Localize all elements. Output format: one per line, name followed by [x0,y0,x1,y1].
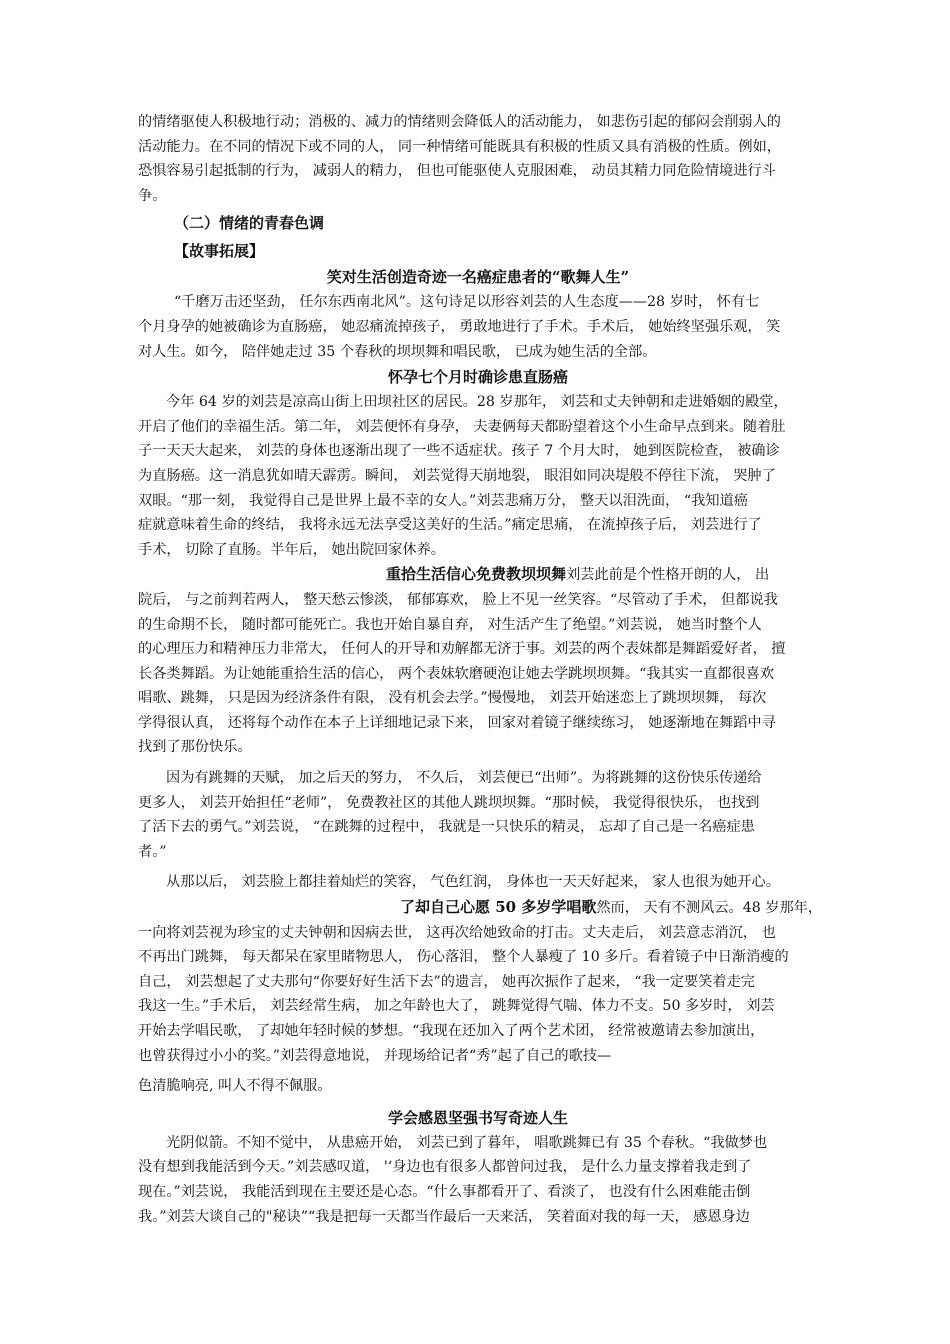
body-line: 手术， 切除了直肠。半年后， 她出院回家休养。 [138,541,445,558]
lead-line: 对人生。如今， 陪伴她走过 35 个春秋的坝坝舞和唱民歌， 已成为她生活的全部。 [138,343,657,360]
intro-line: 活动能力。在不同的情况下或不同的人， 同一种情绪可能既具有积极的性质又具有消极的性质。例如， [138,138,781,155]
body-line: 找到了那份快乐。 [138,739,252,756]
body-line: 一向将刘芸视为珍宝的丈夫钟朝和因病去世， 这再次给她致命的打击。丈夫走后， 刘芸意志消沉， 也 [138,924,776,941]
body-line: 的生命期不长， 随时都可能死亡。我也开始自暴自弃， 对生活产生了绝望。”刘芸说， 她当时整个人 [138,616,762,633]
body-line: 的心理压力和精神压力非常大， 任何人的开导和劝解都无济于事。刘芸的两个表妹都是舞蹈爱好者， 擅 [138,641,786,658]
body-line: 因为有跳舞的天赋， 加之后天的努力， 不久后， 刘芸便已“出师”。为将跳舞的这份快乐传递给 [166,770,762,787]
paragraph-teacher [138,766,818,864]
body-line: 光阴似箭。不知不觉中， 从患癌开始， 刘芸已到了暮年， 唱歌跳舞已有 35 个春秋。“我做梦也 [166,1134,768,1151]
section-heading: （二）情绪的青春色调 [174,214,325,233]
subheading-singing-tail: 然而， 天有不测风云。48 岁那年， [596,900,823,917]
body-line: 开启了他们的幸福生活。第二年， 刘芸便怀有身孕， 夫妻俩每天都盼望着这个小生命早点到来。随着肚 [138,418,786,435]
body-line: 自己， 刘芸想起了丈夫那句“你要好好生活下去”的遗言， 她再次振作了起来， “我一定要笑着走完 [138,973,755,990]
body-line: 从那以后， 刘芸脸上都挂着灿烂的笑容， 气色红润， 身体也一天天好起来， 家人也很为她开心。 [166,874,780,891]
subheading-dance: 重拾生活信心免费教坝坝舞 [386,565,567,584]
body-line: 长各类舞蹈。为让她能重拾生活的信心， 两个表妹软磨硬泡让她去学跳坝坝舞。“我其实一直都很喜欢 [138,665,775,682]
subheading-singing: 了却自己心愿 50 多岁学唱歌 [400,898,597,917]
body-line: 现在。”刘芸说， 我能活到现在主要还是心态。“什么事都看开了、看淡了， 也没有什么困难能击倒 [138,1183,751,1200]
document-page [138,110,823,1229]
paragraph-recovery [138,870,818,895]
paragraph-diagnosis [138,390,818,562]
body-line: 院后， 与之前判若两人， 整天愁云惨淡， 郁郁寡欢， 脸上不见一丝笑容。“尽管动了手术， 但都说我 [138,591,778,608]
body-line: 没有想到我能活到今天。”刘芸感叹道， '‘身边也有很多人都曾问过我， 是什么力量支撑着我走到了 [138,1159,752,1176]
body-line: 更多人， 刘芸开始担任“老师”， 免费教社区的其他人跳坝坝舞。“那时候， 我觉得很快乐， 也找到 [138,794,760,811]
paragraph-singing-end [138,1074,818,1099]
body-line: 为直肠癌。这一消息犹如晴天霹雳。瞬间， 刘芸觉得天崩地裂， 眼泪如同决堤般不停往下流， 哭肿了 [138,467,776,484]
body-line: 子一天天大起来， 刘芸的身体也逐渐出现了一些不适症状。孩子 7 个月大时， 她到医院检查， 被确诊 [138,443,780,460]
body-line: 我这一生。”手术后， 刘芸经常生病， 加之年龄也大了， 跳舞觉得气喘、体力不支。50 多岁时， 刘芸 [138,998,775,1015]
paragraph-singing [138,895,823,1068]
subheading-gratitude: 学会感恩坚强书写奇迹人生 [387,1108,568,1127]
intro-paragraph [138,110,818,208]
body-line: 双眼。“那一刻， 我觉得自己是世界上最不幸的女人。”刘芸悲痛万分， 整天以泪洗面， “我知道癌 [138,492,748,509]
body-line: 我。”刘芸大谈自己的"秘诀”“我是把每一天都当作最后一天来活， 笑着面对我的每一天， 感恩身边 [138,1208,750,1225]
body-line: 开始去学唱民歌， 了却她年轻时候的梦想。“我现在还加入了两个艺术团， 经常被邀请去参加演出， [138,1023,765,1039]
body-line: 了活下去的勇气。”刘芸说， “在跳舞的过程中， 我就是一只快乐的精灵， 忘却了自己是一名癌症患 [138,819,755,836]
body-line: 症就意味着生命的终结， 我将永远无法享受这美好的生活。”痛定思痛， 在流掉孩子后， 刘芸进行了 [138,517,762,534]
body-line: 也曾获得过小小的奖。”刘芸得意地说， 并现场给记者“秀”起了自己的歌技— [138,1047,612,1064]
paragraph-gratitude [138,1131,818,1229]
body-line [138,895,823,921]
body-line: 学得很认真， 还将每个动作在本子上详细地记录下来， 回家对着镜子继续练习， 她逐渐地在舞蹈中寻 [138,714,776,731]
intro-line: 争。 [138,187,167,204]
intro-line: 恐惧容易引起抵制的行为， 减弱人的精力， 但也可能驱使人克服困难， 动员其精力同危险情境进行斗 [138,163,776,180]
paragraph-dance [138,562,818,760]
body-line: 不再出门跳舞， 每天都呆在家里睹物思人， 伤心落泪， 整个人暴瘦了 10 多斤。看着镜子中日渐消瘦的 [138,949,789,966]
story-title: 笑对生活创造奇迹一名癌症患者的“歌舞人生” [326,268,630,287]
body-line [138,562,818,588]
lead-paragraph [102,290,818,364]
intro-line: 的情绪驱使人积极地行动；消极的、减力的情绪则会降低人的活动能力， 如悲伤引起的郁闷会削弱人的 [138,114,781,130]
body-line: 今年 64 岁的刘芸是凉高山街上田坝社区的居民。28 岁那年， 刘芸和丈夫钟朝和走进婚姻的殿堂， [166,394,788,411]
subheading-diagnosis: 怀孕七个月时确诊患直肠癌 [387,368,568,387]
body-line: 者。” [138,843,167,860]
subheading-dance-tail: 刘芸此前是个性格开朗的人， 出 [566,567,770,584]
body-line: 色清脆响亮, 叫人不得不佩服。 [138,1078,332,1095]
story-label: 【故事拓展】 [174,242,265,261]
body-line: 唱歌、跳舞， 只是因为经济条件有限， 没有机会去学。”慢慢地， 刘芸开始迷恋上了跳坝坝舞， 每次 [138,690,767,707]
lead-line: 个月身孕的她被确诊为直肠癌， 她忍痛流掉孩子， 勇敢地进行了手术。手术后， 她始终坚强乐观， 笑 [138,318,781,335]
lead-line: “千磨万击还坚劲， 任尔东西南北风”。这句诗足以形容刘芸的人生态度——28 岁时， 怀有七 [174,294,760,311]
